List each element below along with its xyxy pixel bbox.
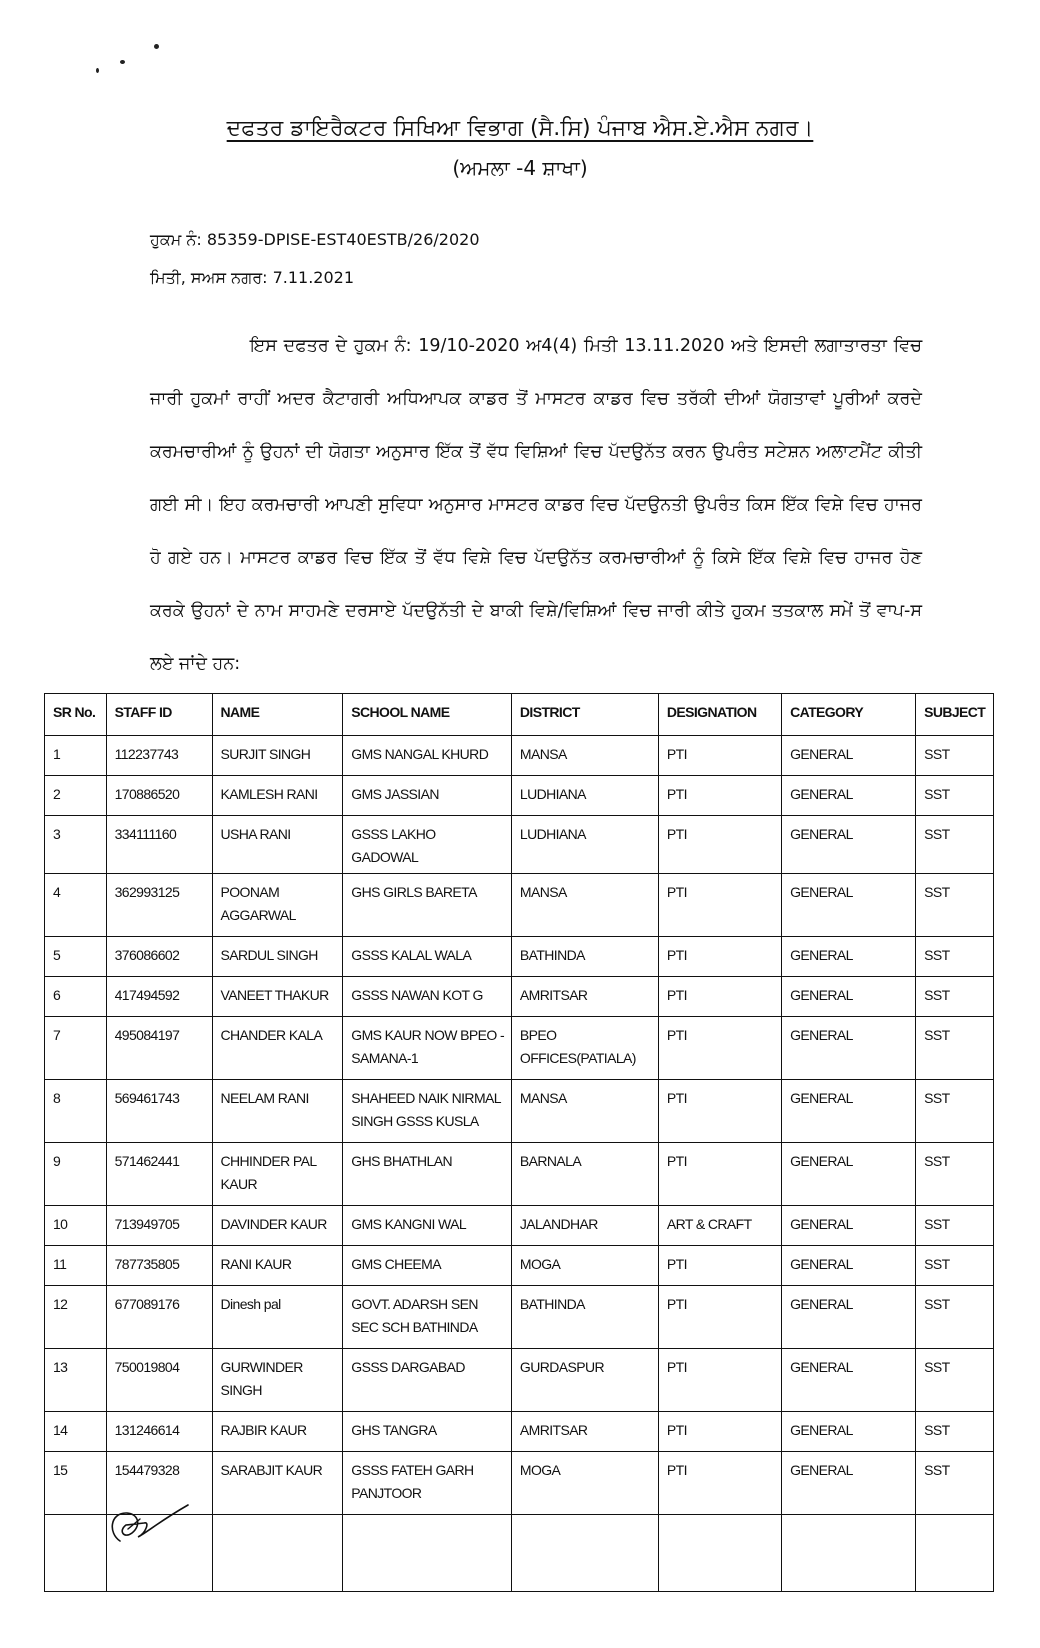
header-category: CATEGORY bbox=[782, 694, 916, 736]
table-row bbox=[45, 1080, 994, 1143]
cell-subject: SST bbox=[916, 1143, 994, 1206]
cell-designation: PTI bbox=[658, 776, 781, 816]
cell-staff-id: 131246614 bbox=[106, 1412, 212, 1452]
empty-cell bbox=[782, 1515, 916, 1592]
cell-category: GENERAL bbox=[782, 1017, 916, 1080]
cell-district: MANSA bbox=[511, 736, 658, 776]
cell-category: GENERAL bbox=[782, 1452, 916, 1515]
table-row bbox=[45, 937, 994, 977]
cell-subject: SST bbox=[916, 1206, 994, 1246]
cell-subject: SST bbox=[916, 874, 994, 937]
cell-school-name: GMS KAUR NOW BPEO - SAMANA-1 bbox=[343, 1017, 512, 1080]
empty-cell bbox=[658, 1515, 781, 1592]
cell-staff-id: 417494592 bbox=[106, 977, 212, 1017]
cell-subject: SST bbox=[916, 816, 994, 874]
cell-designation: PTI bbox=[658, 937, 781, 977]
cell-category: GENERAL bbox=[782, 776, 916, 816]
order-date: ਮਿਤੀ, ਸਅਸ ਨਗਰ: 7.11.2021 bbox=[150, 268, 355, 287]
cell-subject: SST bbox=[916, 1246, 994, 1286]
order-number: ਹੁਕਮ ਨੰ: 85359-DPISE-EST40ESTB/26/2020 bbox=[150, 230, 480, 249]
cell-name: Dinesh pal bbox=[212, 1286, 343, 1349]
cell-category: GENERAL bbox=[782, 874, 916, 937]
cell-category: GENERAL bbox=[782, 1286, 916, 1349]
paragraph-text: ਦਫਤਰ ਦੇ ਹੁਕਮ ਨੰ: 19/10-2020 ਅ4(4) ਮਿਤੀ 13.11.2020 ਅਤੇ ਇਸਦੀ ਲਗਾਤਾਰਤਾ ਵਿਚ ਜਾਰੀ ਹੁਕਮਾਂ ਰਾਹੀਂ ਅਦਰ ਕੈਟਾਗਰੀ ਅਧਿਆਪਕ ਕਾਡਰ ਤੋਂ ਮਾਸਟਰ ਕਾਡਰ ਵਿਚ ਤਰੱਕੀ ਦੀਆਂ ਯੋਗਤਾਵਾਂ ਪੂਰੀਆਂ ਕਰਦੇ ਕਰਮਚਾਰੀਆਂ ਨੂੰ ਉਹਨਾਂ ਦੀ ਯੋਗਤਾ ਅਨੁਸਾਰ ਇੱਕ ਤੋਂ ਵੱਧ ਵਿਸ਼ਿਆਂ ਵਿਚ ਪੱਦਉਨੱਤ ਕਰਨ ਉਪਰੰਤ ਸਟੇਸ਼ਨ ਅਲਾਟਮੈਂਟ ਕੀਤੀ ਗਈ ਸੀ। ਇਹ ਕਰਮਚਾਰੀ ਆਪਣੀ ਸੁਵਿਧਾ ਅਨੁਸਾਰ ਮਾਸਟਰ ਕਾਡਰ ਵਿਚ ਪੱਦਉਨਤੀ ਉਪਰੰਤ ਕਿਸ ਇੱਕ ਵਿਸ਼ੇ ਵਿਚ ਹਾਜਰ ਹੋ ਗਏ ਹਨ। ਮਾਸਟਰ ਕਾਡਰ ਵਿਚ ਇੱਕ ਤੋਂ ਵੱਧ ਵਿਸ਼ੇ ਵਿਚ ਪੱਦਉਨੱਤ ਕਰਮਚਾਰੀਆਂ ਨੂੰ ਕਿਸੇ ਇੱਕ ਵਿਸ਼ੇ ਵਿਚ ਹਾਜਰ ਹੋਣ ਕਰਕੇ ਉਹਨਾਂ ਦੇ ਨਾਮ ਸਾਹਮਣੇ ਦਰਸਾਏ ਪੱਦਉਨੱਤੀ ਦੇ ਬਾਕੀ ਵਿਸ਼ੇ/ਵਿਸ਼ਿਆਂ ਵਿਚ ਜਾਰੀ ਕੀਤੇ ਹੁਕਮ ਤਤਕਾਲ ਸਮੇਂ ਤੋਂ ਵਾਪ-ਸ ਲਏ ਜਾਂਦੇ ਹਨ: bbox=[150, 336, 922, 674]
cell-sr-no: 2 bbox=[45, 776, 107, 816]
cell-staff-id: 170886520 bbox=[106, 776, 212, 816]
cell-school-name: GSSS FATEH GARH PANJTOOR bbox=[343, 1452, 512, 1515]
cell-name: DAVINDER KAUR bbox=[212, 1206, 343, 1246]
cell-staff-id: 713949705 bbox=[106, 1206, 212, 1246]
cell-district: MANSA bbox=[511, 1080, 658, 1143]
cell-district: AMRITSAR bbox=[511, 977, 658, 1017]
cell-subject: SST bbox=[916, 1080, 994, 1143]
header-subject: SUBJECT bbox=[916, 694, 994, 736]
table-row bbox=[45, 1349, 994, 1412]
order-paragraph bbox=[150, 320, 922, 691]
cell-name: USHA RANI bbox=[212, 816, 343, 874]
cell-district: BARNALA bbox=[511, 1143, 658, 1206]
cell-sr-no: 13 bbox=[45, 1349, 107, 1412]
cell-staff-id: 677089176 bbox=[106, 1286, 212, 1349]
cell-sr-no: 5 bbox=[45, 937, 107, 977]
cell-name: RANI KAUR bbox=[212, 1246, 343, 1286]
cell-staff-id: 569461743 bbox=[106, 1080, 212, 1143]
cell-subject: SST bbox=[916, 1286, 994, 1349]
cell-district: AMRITSAR bbox=[511, 1412, 658, 1452]
cell-sr-no: 4 bbox=[45, 874, 107, 937]
cell-staff-id: 750019804 bbox=[106, 1349, 212, 1412]
scan-speck bbox=[154, 44, 159, 49]
header-district: DISTRICT bbox=[511, 694, 658, 736]
cell-name: KAMLESH RANI bbox=[212, 776, 343, 816]
cell-category: GENERAL bbox=[782, 1412, 916, 1452]
cell-name: POONAM AGGARWAL bbox=[212, 874, 343, 937]
cell-district: GURDASPUR bbox=[511, 1349, 658, 1412]
cell-subject: SST bbox=[916, 736, 994, 776]
cell-name: NEELAM RANI bbox=[212, 1080, 343, 1143]
cell-subject: SST bbox=[916, 1452, 994, 1515]
staff-table bbox=[44, 693, 994, 1592]
cell-school-name: GSSS KALAL WALA bbox=[343, 937, 512, 977]
cell-category: GENERAL bbox=[782, 1349, 916, 1412]
cell-designation: PTI bbox=[658, 1246, 781, 1286]
cell-subject: SST bbox=[916, 937, 994, 977]
signature-mark bbox=[100, 1483, 210, 1563]
cell-name: VANEET THAKUR bbox=[212, 977, 343, 1017]
cell-designation: PTI bbox=[658, 1412, 781, 1452]
table-row bbox=[45, 736, 994, 776]
cell-sr-no: 11 bbox=[45, 1246, 107, 1286]
cell-staff-id: 376086602 bbox=[106, 937, 212, 977]
cell-subject: SST bbox=[916, 1017, 994, 1080]
empty-cell bbox=[511, 1515, 658, 1592]
header-designation: DESIGNATION bbox=[658, 694, 781, 736]
cell-sr-no: 1 bbox=[45, 736, 107, 776]
cell-staff-id: 495084197 bbox=[106, 1017, 212, 1080]
cell-district: MOGA bbox=[511, 1452, 658, 1515]
cell-sr-no: 12 bbox=[45, 1286, 107, 1349]
empty-cell bbox=[343, 1515, 512, 1592]
header-school-name: SCHOOL NAME bbox=[343, 694, 512, 736]
table-row bbox=[45, 1206, 994, 1246]
empty-cell bbox=[916, 1515, 994, 1592]
cell-sr-no: 10 bbox=[45, 1206, 107, 1246]
cell-district: JALANDHAR bbox=[511, 1206, 658, 1246]
cell-designation: PTI bbox=[658, 736, 781, 776]
branch-subtitle: (ਅਮਲਾ -4 ਸ਼ਾਖਾ) bbox=[452, 156, 588, 180]
cell-sr-no: 15 bbox=[45, 1452, 107, 1515]
cell-sr-no: 14 bbox=[45, 1412, 107, 1452]
cell-staff-id: 112237743 bbox=[106, 736, 212, 776]
cell-subject: SST bbox=[916, 776, 994, 816]
cell-designation: PTI bbox=[658, 1286, 781, 1349]
cell-category: GENERAL bbox=[782, 1246, 916, 1286]
cell-designation: PTI bbox=[658, 1349, 781, 1412]
cell-category: GENERAL bbox=[782, 1206, 916, 1246]
table-row bbox=[45, 977, 994, 1017]
cell-school-name: GSSS DARGABAD bbox=[343, 1349, 512, 1412]
cell-name: GURWINDER SINGH bbox=[212, 1349, 343, 1412]
cell-subject: SST bbox=[916, 977, 994, 1017]
cell-name: SARABJIT KAUR bbox=[212, 1452, 343, 1515]
cell-subject: SST bbox=[916, 1349, 994, 1412]
cell-staff-id: 334111160 bbox=[106, 816, 212, 874]
cell-designation: PTI bbox=[658, 1452, 781, 1515]
cell-designation: PTI bbox=[658, 816, 781, 874]
table-row bbox=[45, 1286, 994, 1349]
cell-designation: PTI bbox=[658, 1017, 781, 1080]
cell-school-name: GMS KANGNI WAL bbox=[343, 1206, 512, 1246]
table-row bbox=[45, 1412, 994, 1452]
empty-cell bbox=[212, 1515, 343, 1592]
cell-school-name: GSSS LAKHO GADOWAL bbox=[343, 816, 512, 874]
cell-school-name: GOVT. ADARSH SEN SEC SCH BATHINDA bbox=[343, 1286, 512, 1349]
table-row bbox=[45, 776, 994, 816]
cell-school-name: GMS CHEEMA bbox=[343, 1246, 512, 1286]
cell-subject: SST bbox=[916, 1412, 994, 1452]
cell-category: GENERAL bbox=[782, 1080, 916, 1143]
cell-designation: PTI bbox=[658, 977, 781, 1017]
cell-school-name: GMS JASSIAN bbox=[343, 776, 512, 816]
header-staff-id: STAFF ID bbox=[106, 694, 212, 736]
cell-district: BATHINDA bbox=[511, 937, 658, 977]
header-sr-no: SR No. bbox=[45, 694, 107, 736]
cell-name: CHHINDER PAL KAUR bbox=[212, 1143, 343, 1206]
cell-sr-no: 8 bbox=[45, 1080, 107, 1143]
scan-speck bbox=[120, 60, 125, 64]
cell-category: GENERAL bbox=[782, 816, 916, 874]
cell-staff-id: 362993125 bbox=[106, 874, 212, 937]
cell-name: SARDUL SINGH bbox=[212, 937, 343, 977]
cell-category: GENERAL bbox=[782, 937, 916, 977]
table-row bbox=[45, 1143, 994, 1206]
cell-school-name: GMS NANGAL KHURD bbox=[343, 736, 512, 776]
cell-staff-id: 154479328 bbox=[106, 1452, 212, 1515]
cell-category: GENERAL bbox=[782, 736, 916, 776]
cell-district: LUDHIANA bbox=[511, 816, 658, 874]
cell-designation: PTI bbox=[658, 874, 781, 937]
table-row bbox=[45, 874, 994, 937]
office-title: ਦਫਤਰ ਡਾਇਰੈਕਟਰ ਸਿਖਿਆ ਵਿਭਾਗ (ਸੈ.ਸਿ) ਪੰਜਾਬ ਐਸ.ਏ.ਐਸ ਨਗਰ। bbox=[226, 116, 814, 141]
scan-speck bbox=[96, 68, 99, 73]
cell-staff-id: 571462441 bbox=[106, 1143, 212, 1206]
cell-sr-no: 3 bbox=[45, 816, 107, 874]
empty-cell bbox=[45, 1515, 107, 1592]
cell-designation: ART & CRAFT bbox=[658, 1206, 781, 1246]
cell-school-name: GSSS NAWAN KOT G bbox=[343, 977, 512, 1017]
table-row bbox=[45, 1017, 994, 1080]
paragraph-first-word: ਇਸ bbox=[250, 336, 277, 356]
cell-designation: PTI bbox=[658, 1143, 781, 1206]
cell-school-name: SHAHEED NAIK NIRMAL SINGH GSSS KUSLA bbox=[343, 1080, 512, 1143]
header-name: NAME bbox=[212, 694, 343, 736]
cell-category: GENERAL bbox=[782, 1143, 916, 1206]
cell-district: LUDHIANA bbox=[511, 776, 658, 816]
cell-district: BPEO OFFICES(PATIALA) bbox=[511, 1017, 658, 1080]
cell-district: MANSA bbox=[511, 874, 658, 937]
cell-staff-id: 787735805 bbox=[106, 1246, 212, 1286]
table-row bbox=[45, 1246, 994, 1286]
table-row bbox=[45, 816, 994, 874]
cell-school-name: GHS BHATHLAN bbox=[343, 1143, 512, 1206]
table-header-row bbox=[45, 694, 994, 736]
cell-sr-no: 9 bbox=[45, 1143, 107, 1206]
cell-name: SURJIT SINGH bbox=[212, 736, 343, 776]
cell-category: GENERAL bbox=[782, 977, 916, 1017]
cell-district: BATHINDA bbox=[511, 1286, 658, 1349]
cell-sr-no: 7 bbox=[45, 1017, 107, 1080]
cell-school-name: GHS TANGRA bbox=[343, 1412, 512, 1452]
cell-name: CHANDER KALA bbox=[212, 1017, 343, 1080]
cell-school-name: GHS GIRLS BARETA bbox=[343, 874, 512, 937]
cell-sr-no: 6 bbox=[45, 977, 107, 1017]
cell-name: RAJBIR KAUR bbox=[212, 1412, 343, 1452]
cell-district: MOGA bbox=[511, 1246, 658, 1286]
cell-designation: PTI bbox=[658, 1080, 781, 1143]
